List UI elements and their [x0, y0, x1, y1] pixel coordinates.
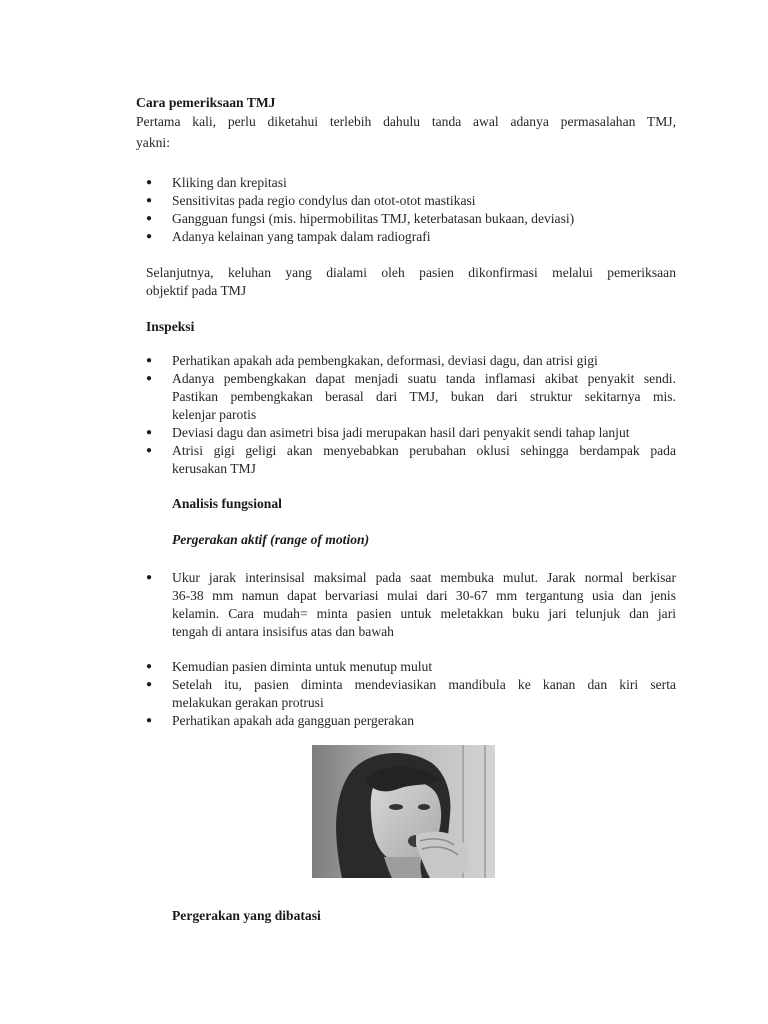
list-item: Ukur jarak interinsisal maksimal pada saat membuka mulut. Jarak normal berkisar	[172, 570, 676, 585]
list-item: Perhatikan apakah ada pembengkakan, deformasi, deviasi dagu, dan atrisi gigi	[172, 353, 598, 368]
followup-line-1: Selanjutnya, keluhan yang dialami oleh pasien dikonfirmasi melalui pemeriksaan	[146, 265, 676, 280]
limited-movement-heading: Pergerakan yang dibatasi	[172, 908, 321, 923]
list-item-continuation: tengah di antara insisifus atas dan bawah	[172, 624, 394, 639]
bullet-icon: ●	[146, 679, 153, 690]
list-item: Sensitivitas pada regio condylus dan otot-otot mastikasi	[172, 193, 476, 208]
list-item-continuation: melakukan gerakan protrusi	[172, 695, 324, 710]
inspeksi-heading: Inspeksi	[146, 319, 195, 334]
page-title: Cara pemeriksaan TMJ	[136, 95, 276, 110]
bullet-icon: ●	[146, 572, 153, 583]
bullet-icon: ●	[146, 231, 153, 242]
bullet-icon: ●	[146, 213, 153, 224]
analisis-heading: Analisis fungsional	[172, 496, 282, 511]
followup-line-2: objektif pada TMJ	[146, 283, 247, 298]
list-item: Gangguan fungsi (mis. hipermobilitas TMJ, keterbatasan bukaan, deviasi)	[172, 211, 575, 226]
intro-line-2: yakni:	[136, 135, 170, 150]
list-item: Kemudian pasien diminta untuk menutup mulut	[172, 659, 433, 674]
bullet-icon: ●	[146, 177, 153, 188]
list-item-continuation: 36-38 mm namun dapat bervariasi mulai dari 30-67 mm tergantung usia dan jenis	[172, 588, 676, 603]
range-of-motion-heading: Pergerakan aktif (range of motion)	[172, 532, 370, 547]
bullet-icon: ●	[146, 715, 153, 726]
bullet-icon: ●	[146, 373, 153, 384]
list-item: Kliking dan krepitasi	[172, 175, 287, 190]
bullet-icon: ●	[146, 195, 153, 206]
list-item-continuation: Pastikan pembengkakan berasal dari TMJ, bukan dari struktur sekitarnya mis.	[172, 389, 676, 404]
mouth-opening-photo	[312, 745, 495, 878]
bullet-icon: ●	[146, 427, 153, 438]
list-item: Setelah itu, pasien diminta mendeviasikan mandibula ke kanan dan kiri serta	[172, 677, 676, 692]
list-item: Perhatikan apakah ada gangguan pergerakan	[172, 713, 415, 728]
bullet-icon: ●	[146, 355, 153, 366]
list-item: Adanya kelainan yang tampak dalam radiografi	[172, 229, 431, 244]
list-item-continuation: kelamin. Cara mudah= minta pasien untuk meletakkan buku jari telunjuk dan jari	[172, 606, 676, 621]
intro-line-1: Pertama kali, perlu diketahui terlebih dahulu tanda awal adanya permasalahan TMJ,	[136, 114, 676, 129]
list-item-continuation: kerusakan TMJ	[172, 461, 256, 476]
list-item: Deviasi dagu dan asimetri bisa jadi merupakan hasil dari penyakit sendi tahap lanjut	[172, 425, 630, 440]
list-item: Atrisi gigi geligi akan menyebabkan perubahan oklusi sehingga berdampak pada	[172, 443, 676, 458]
bullet-icon: ●	[146, 445, 153, 456]
list-item-continuation: kelenjar parotis	[172, 407, 257, 422]
list-item: Adanya pembengkakan dapat menjadi suatu tanda inflamasi akibat penyakit sendi.	[172, 371, 676, 386]
bullet-icon: ●	[146, 661, 153, 672]
